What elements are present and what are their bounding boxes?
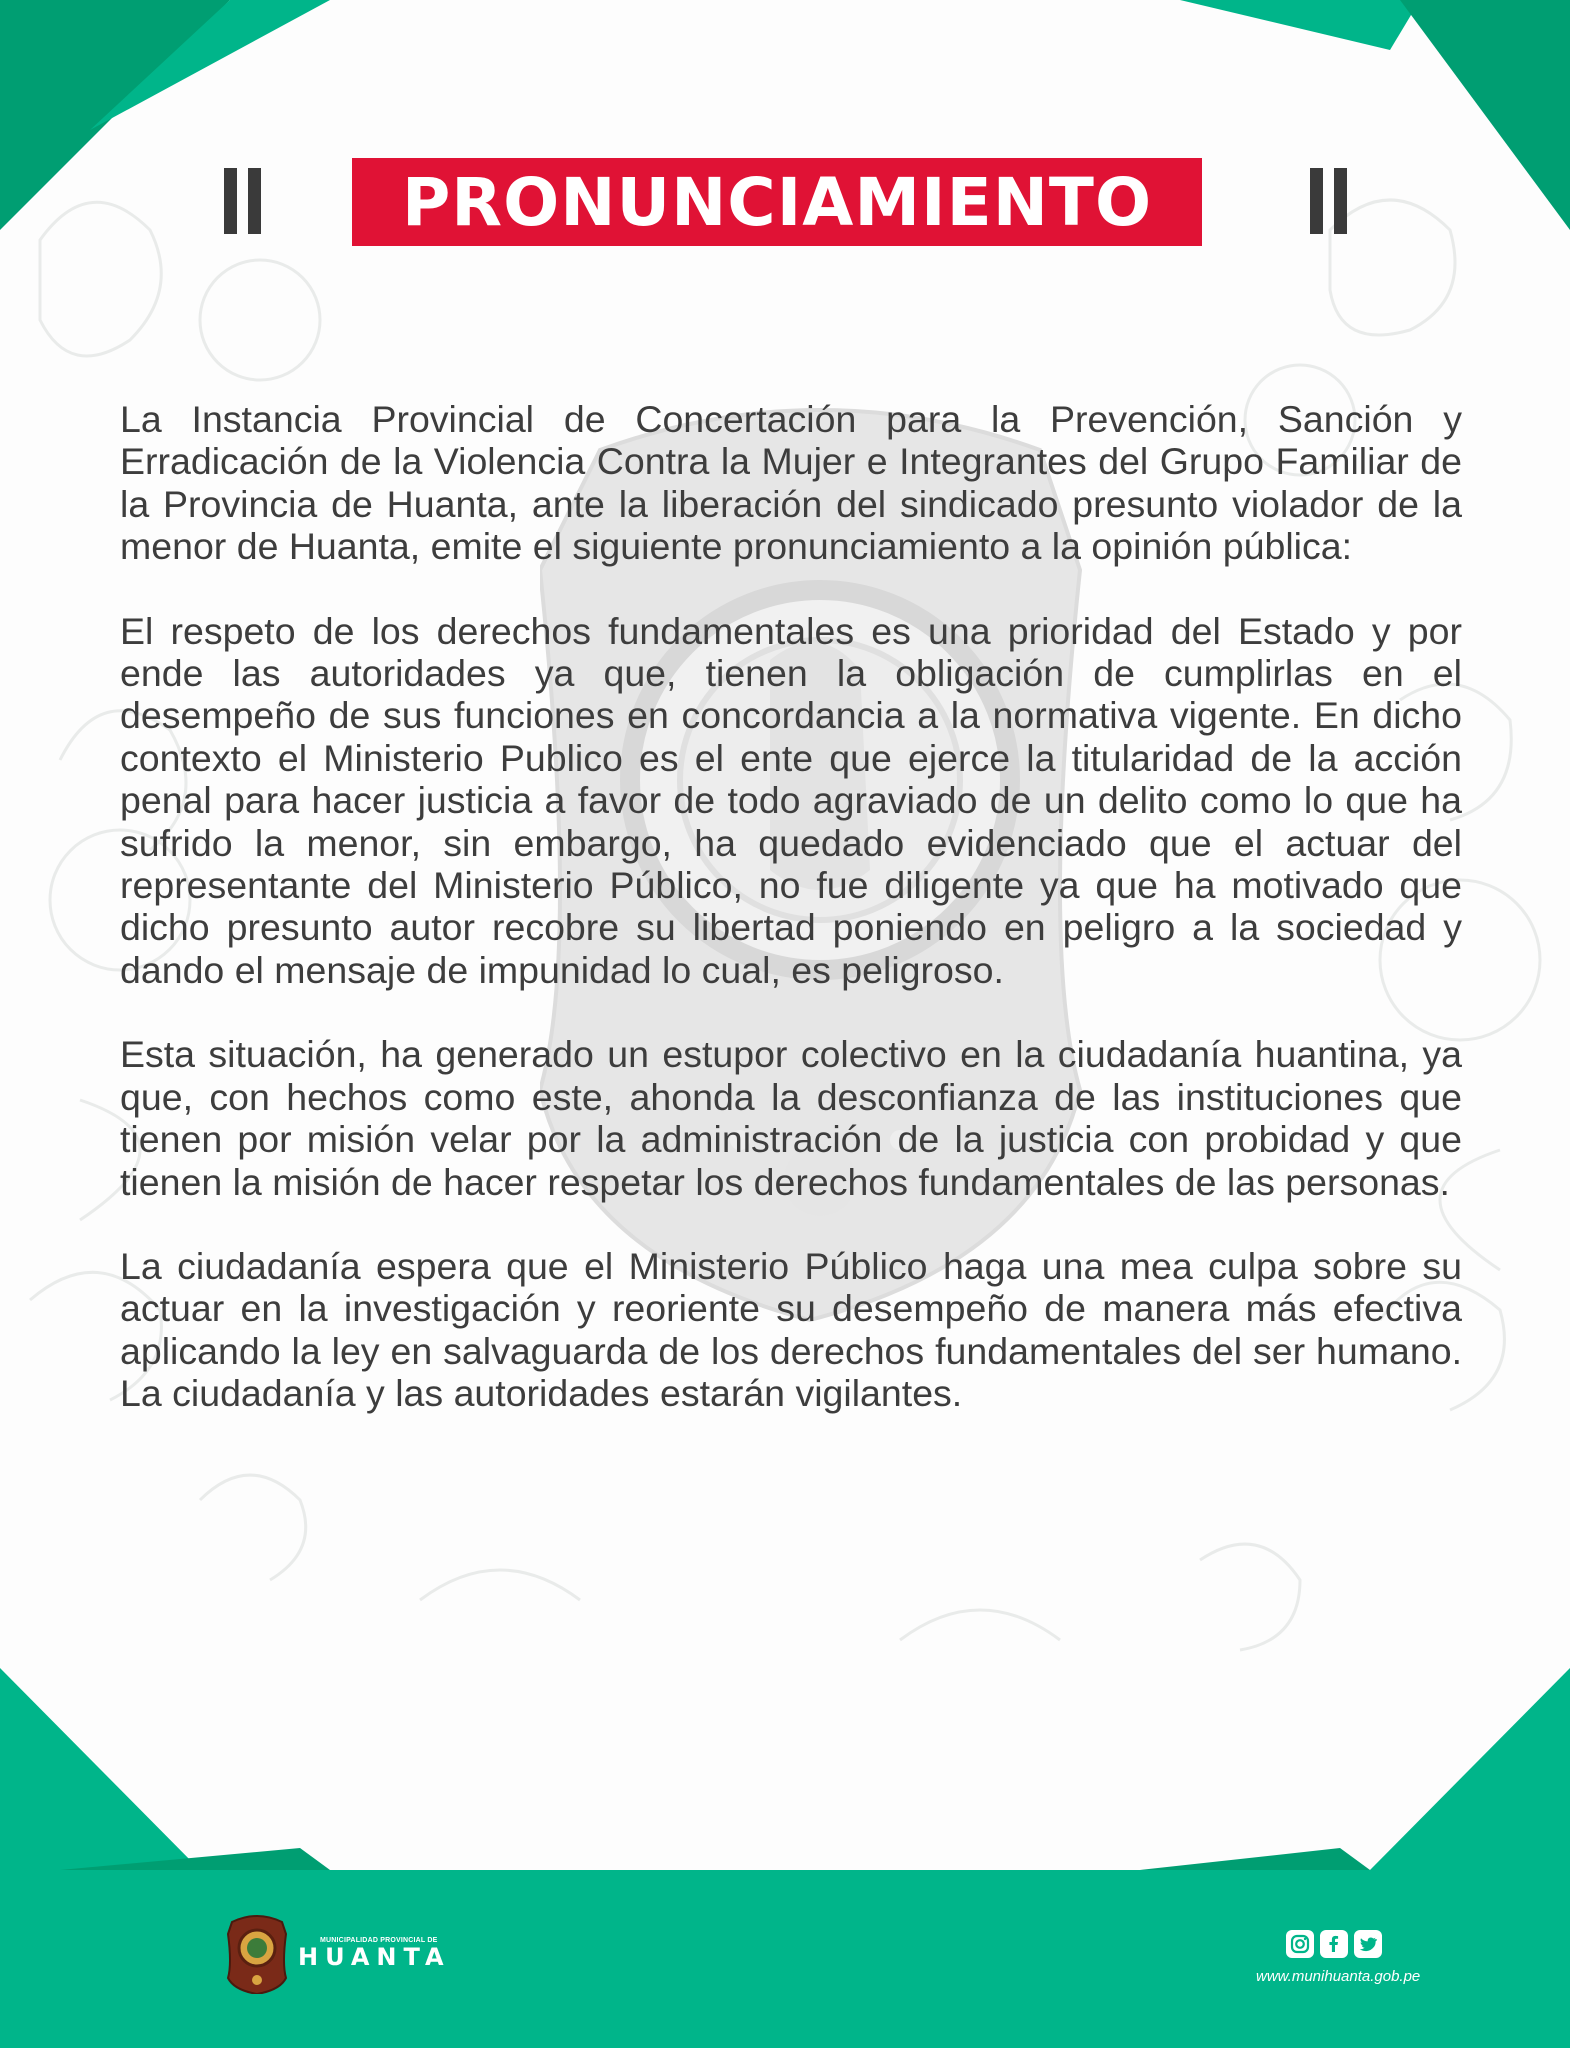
- paragraph-demand: La ciudadanía espera que el Ministerio Público haga una mea culpa sobre su actuar en la investigación y reoriente su desempeño de manera más efectiva aplicando la ley en salvaguarda de los derechos fundamentales del ser humano. La ciudadanía y las autoridades estarán vigilantes.: [120, 1244, 1462, 1415]
- municipality-seal-icon: [226, 1912, 288, 1994]
- footer-bar: [0, 1870, 1570, 2048]
- statement-body: [120, 398, 1462, 1457]
- bottom-right-corner-decoration: [1140, 1668, 1570, 1870]
- paragraph-situation: Esta situación, ha generado un estupor colectivo en la ciudadanía huantina, ya que, con hechos como este, ahonda la desconfianza de las instituciones que tienen por misión velar por la administración de la justicia con probidad y que tienen la misión de hacer respetar los derechos fundamentales de las personas.: [120, 1033, 1462, 1203]
- website-link[interactable]: www.munihuanta.gob.pe: [1256, 1968, 1421, 1985]
- page-title: PRONUNCIAMIENTO: [352, 158, 1202, 246]
- social-icons: [1286, 1930, 1382, 1958]
- paragraph-intro: La Instancia Provincial de Concertación para la Prevención, Sanción y Erradicación de la Violencia Contra la Mujer e Integrantes del Grupo Familiar de la Provincia de Huanta, ante la liberación del sindicado presunto violador de la menor de Huanta, emite el siguiente pronunciamiento a la opinión pública:: [120, 398, 1462, 568]
- logo-subtitle: MUNICIPALIDAD PROVINCIAL DE: [320, 1936, 438, 1944]
- twitter-icon[interactable]: [1354, 1930, 1382, 1958]
- title-row: [0, 158, 1570, 248]
- logo-name: HUANTA: [298, 1942, 451, 1971]
- left-title-bars: [224, 168, 261, 234]
- paragraph-rights: El respeto de los derechos fundamentales es una prioridad del Estado y por ende las autoridades ya que, tienen la obligación de cumplirlas en el desempeño de sus funciones en concordancia a la normativa vigente. En dicho contexto el Ministerio Publico es el ente que ejerce la titularidad de la acción penal para hacer justicia a favor de todo agraviado de un delito como lo que ha sufrido la menor, sin embargo, ha quedado evidenciado que el actuar del representante del Ministerio Público, no fue diligente ya que ha motivado que dicho presunto autor recobre su libertad poniendo en peligro a la sociedad y dando el mensaje de impunidad lo cual, es peligroso.: [120, 609, 1462, 991]
- right-title-bars: [1310, 168, 1347, 234]
- instagram-icon[interactable]: [1286, 1930, 1314, 1958]
- municipality-logo: [226, 1912, 451, 1994]
- bottom-left-corner-decoration: [0, 1668, 330, 1870]
- facebook-icon[interactable]: [1320, 1930, 1348, 1958]
